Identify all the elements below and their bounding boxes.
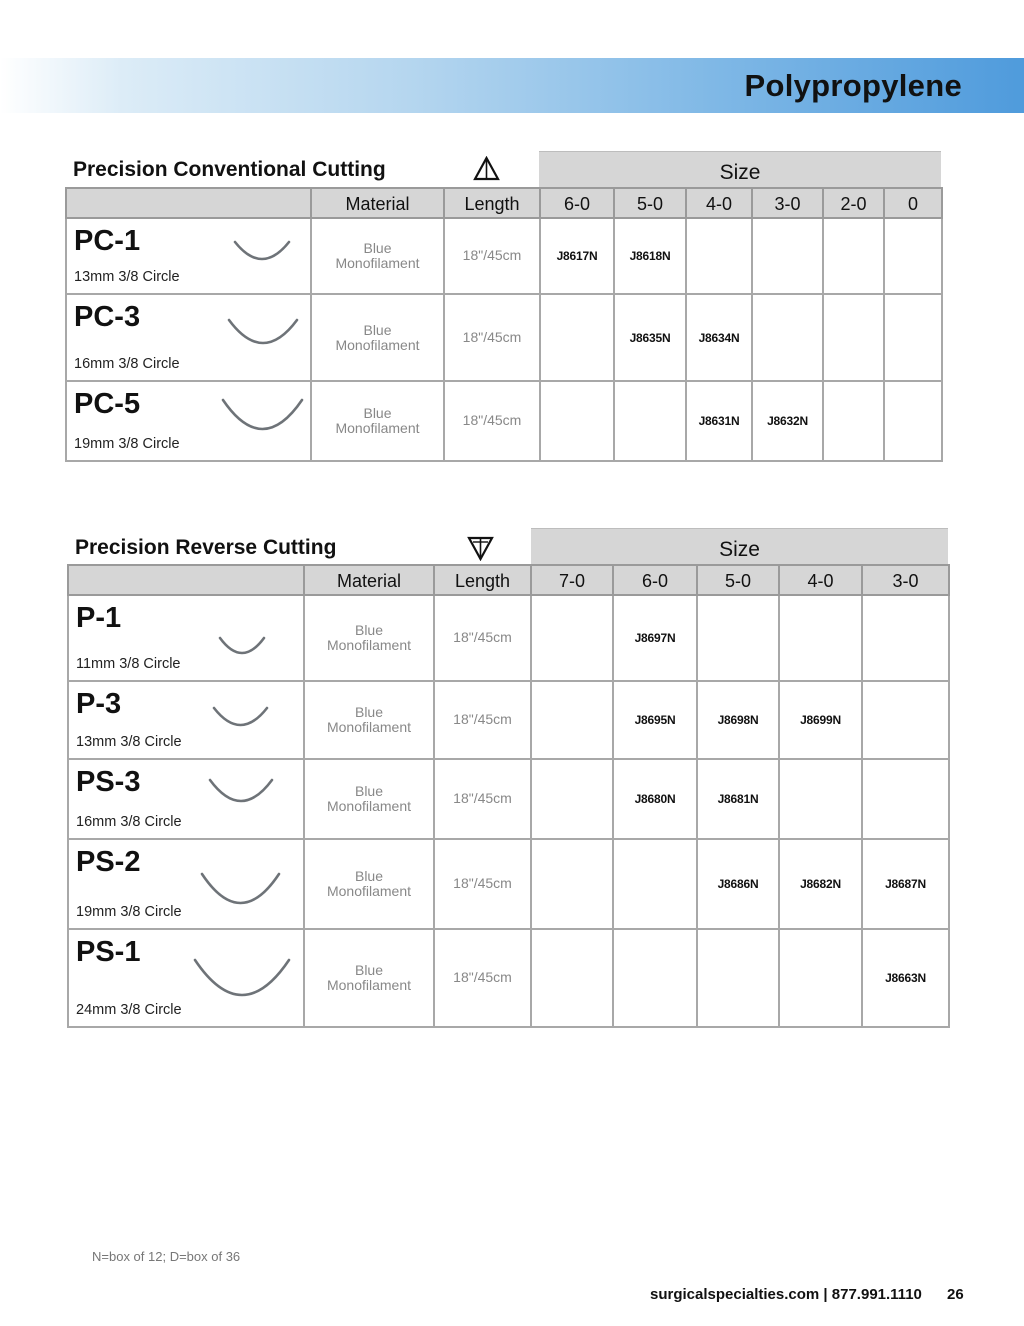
catalog-cell bbox=[884, 381, 942, 461]
catalog-cell bbox=[752, 218, 823, 294]
length-cell bbox=[434, 759, 531, 839]
needle-code: PS-3 bbox=[76, 766, 141, 798]
footer-contact: surgicalspecialties.com | 877.991.1110 bbox=[650, 1286, 922, 1303]
size-column-header: 4-0 bbox=[686, 188, 752, 218]
catalog-cell bbox=[531, 759, 613, 839]
needle-curve-icon bbox=[233, 240, 291, 264]
needle-spec: 19mm 3/8 Circle bbox=[74, 436, 180, 452]
catalog-number: J8687N bbox=[885, 877, 926, 891]
catalog-number: J8682N bbox=[800, 877, 841, 891]
catalog-cell bbox=[862, 839, 949, 929]
material-text: Blue Monofilament bbox=[335, 405, 420, 436]
catalog-cell bbox=[614, 381, 686, 461]
catalog-cell bbox=[823, 381, 884, 461]
catalog-number: J8686N bbox=[717, 877, 759, 891]
catalog-number: J8697N bbox=[634, 631, 676, 645]
needle-curve-icon bbox=[200, 872, 281, 908]
catalog-cell bbox=[697, 759, 779, 839]
needle-code: PS-2 bbox=[76, 846, 141, 878]
needle-spec: 24mm 3/8 Circle bbox=[76, 1002, 182, 1018]
catalog-cell bbox=[613, 839, 697, 929]
catalog-cell bbox=[752, 381, 823, 461]
catalog-cell bbox=[613, 595, 697, 681]
material-text: Blue Monofilament bbox=[335, 240, 420, 271]
needle-code: P-1 bbox=[76, 602, 122, 634]
catalog-number: J8681N bbox=[717, 792, 759, 806]
length-cell bbox=[444, 381, 540, 461]
catalog-number: J8632N bbox=[767, 414, 808, 428]
catalog-cell bbox=[823, 294, 884, 381]
length-column-header: Length bbox=[434, 565, 531, 595]
page-number: 26 bbox=[947, 1286, 964, 1303]
catalog-number: J8680N bbox=[634, 792, 676, 806]
length-text: 18"/45cm bbox=[453, 711, 512, 727]
size-column-header: 6-0 bbox=[613, 565, 697, 595]
catalog-cell bbox=[697, 681, 779, 759]
header-row bbox=[68, 565, 949, 595]
material-text: Blue Monofilament bbox=[326, 962, 412, 993]
catalog-cell bbox=[823, 218, 884, 294]
table-row bbox=[66, 381, 942, 461]
needle-curve-icon bbox=[208, 778, 274, 806]
material-column-header: Material bbox=[311, 188, 444, 218]
catalog-cell bbox=[531, 929, 613, 1027]
table-row bbox=[66, 294, 942, 381]
catalog-cell bbox=[752, 294, 823, 381]
needle-code: PS-1 bbox=[76, 936, 141, 968]
needle-curve-icon bbox=[212, 706, 269, 730]
material-text: Blue Monofilament bbox=[335, 321, 420, 353]
catalog-number: J8635N bbox=[629, 330, 671, 345]
size-column-header: 5-0 bbox=[697, 565, 779, 595]
needle-spec: 11mm 3/8 Circle bbox=[76, 656, 181, 672]
material-text: Blue Monofilament bbox=[326, 868, 412, 899]
material-cell bbox=[311, 218, 444, 294]
material-text: Blue Monofilament bbox=[326, 783, 412, 814]
needle-curve-icon bbox=[218, 636, 266, 658]
size-band-reverse: Size bbox=[531, 528, 948, 565]
needle-code: PC-3 bbox=[74, 301, 141, 333]
length-cell bbox=[434, 681, 531, 759]
catalog-cell bbox=[686, 218, 752, 294]
table-row bbox=[66, 218, 942, 294]
catalog-cell bbox=[779, 929, 862, 1027]
length-text: 18"/45cm bbox=[453, 875, 512, 891]
size-column-header: 0 bbox=[884, 188, 942, 218]
length-text: 18"/45cm bbox=[453, 629, 512, 645]
catalog-cell bbox=[614, 294, 686, 381]
needle-column-header bbox=[66, 188, 311, 218]
size-column-header: 5-0 bbox=[614, 188, 686, 218]
needle-spec: 16mm 3/8 Circle bbox=[74, 356, 180, 372]
length-text: 18"/45cm bbox=[462, 328, 522, 345]
material-cell bbox=[304, 681, 434, 759]
material-text: Blue Monofilament bbox=[326, 622, 412, 653]
material-cell bbox=[311, 294, 444, 381]
needle-spec: 19mm 3/8 Circle bbox=[76, 904, 182, 920]
catalog-cell bbox=[686, 294, 752, 381]
needle-spec: 16mm 3/8 Circle bbox=[76, 814, 182, 830]
catalog-cell bbox=[613, 681, 697, 759]
needle-curve-icon bbox=[227, 318, 299, 348]
catalog-number: J8699N bbox=[800, 713, 841, 727]
catalog-number: J8634N bbox=[698, 330, 740, 345]
length-text: 18"/45cm bbox=[462, 247, 522, 263]
section-title-reverse: Precision Reverse Cutting bbox=[75, 536, 337, 559]
catalog-cell bbox=[697, 929, 779, 1027]
catalog-cell bbox=[531, 681, 613, 759]
material-cell bbox=[304, 759, 434, 839]
size-column-header: 3-0 bbox=[752, 188, 823, 218]
length-cell bbox=[444, 294, 540, 381]
catalog-number: J8663N bbox=[885, 971, 926, 985]
catalog-cell bbox=[540, 218, 614, 294]
length-column-header: Length bbox=[444, 188, 540, 218]
length-cell bbox=[434, 929, 531, 1027]
size-band-conventional: Size bbox=[539, 151, 941, 188]
table-row bbox=[68, 759, 949, 839]
length-cell bbox=[444, 218, 540, 294]
catalog-cell bbox=[862, 595, 949, 681]
needle-spec: 13mm 3/8 Circle bbox=[76, 734, 182, 750]
catalog-cell bbox=[697, 839, 779, 929]
needle-cell bbox=[68, 595, 304, 681]
length-cell bbox=[434, 595, 531, 681]
section-title-conventional: Precision Conventional Cutting bbox=[73, 158, 386, 181]
material-cell bbox=[304, 839, 434, 929]
catalog-cell bbox=[884, 218, 942, 294]
catalog-cell bbox=[697, 595, 779, 681]
catalog-number: J8617N bbox=[556, 249, 598, 263]
material-column-header: Material bbox=[304, 565, 434, 595]
catalog-cell bbox=[613, 929, 697, 1027]
catalog-cell bbox=[686, 381, 752, 461]
length-text: 18"/45cm bbox=[453, 969, 512, 985]
header-row bbox=[66, 188, 942, 218]
needle-code: PC-1 bbox=[74, 225, 141, 257]
length-text: 18"/45cm bbox=[453, 790, 512, 806]
reverse-cutting-triangle-icon bbox=[467, 535, 494, 561]
catalog-cell bbox=[862, 759, 949, 839]
catalog-cell bbox=[540, 381, 614, 461]
needle-code: P-3 bbox=[76, 688, 122, 720]
size-column-header: 4-0 bbox=[779, 565, 862, 595]
material-cell bbox=[304, 595, 434, 681]
material-cell bbox=[311, 381, 444, 461]
catalog-number: J8695N bbox=[634, 713, 676, 727]
size-column-header: 2-0 bbox=[823, 188, 884, 218]
needle-column-header bbox=[68, 565, 304, 595]
catalog-cell bbox=[531, 839, 613, 929]
catalog-cell bbox=[779, 681, 862, 759]
size-column-header: 3-0 bbox=[862, 565, 949, 595]
table-row bbox=[68, 681, 949, 759]
catalog-cell bbox=[862, 929, 949, 1027]
page-title: Polypropylene bbox=[744, 68, 962, 103]
catalog-cell bbox=[614, 218, 686, 294]
catalog-cell bbox=[540, 294, 614, 381]
length-text: 18"/45cm bbox=[462, 412, 522, 428]
catalog-cell bbox=[779, 839, 862, 929]
needle-curve-icon bbox=[193, 958, 291, 1000]
catalog-number: J8631N bbox=[698, 414, 740, 428]
catalog-number: J8618N bbox=[629, 249, 671, 263]
footnote: N=box of 12; D=box of 36 bbox=[92, 1249, 241, 1264]
size-column-header: 7-0 bbox=[531, 565, 613, 595]
material-cell bbox=[304, 929, 434, 1027]
needle-code: PC-5 bbox=[74, 388, 141, 420]
catalog-cell bbox=[779, 595, 862, 681]
needle-spec: 13mm 3/8 Circle bbox=[74, 269, 180, 285]
catalog-cell bbox=[779, 759, 862, 839]
table-row bbox=[68, 595, 949, 681]
size-column-header: 6-0 bbox=[540, 188, 614, 218]
needle-curve-icon bbox=[221, 398, 304, 434]
conventional-cutting-table bbox=[65, 187, 943, 462]
length-cell bbox=[434, 839, 531, 929]
material-text: Blue Monofilament bbox=[326, 704, 412, 735]
catalog-cell bbox=[613, 759, 697, 839]
catalog-number: J8698N bbox=[717, 713, 759, 727]
conventional-cutting-triangle-icon bbox=[473, 156, 500, 182]
catalog-cell bbox=[884, 294, 942, 381]
catalog-cell bbox=[862, 681, 949, 759]
catalog-cell bbox=[531, 595, 613, 681]
